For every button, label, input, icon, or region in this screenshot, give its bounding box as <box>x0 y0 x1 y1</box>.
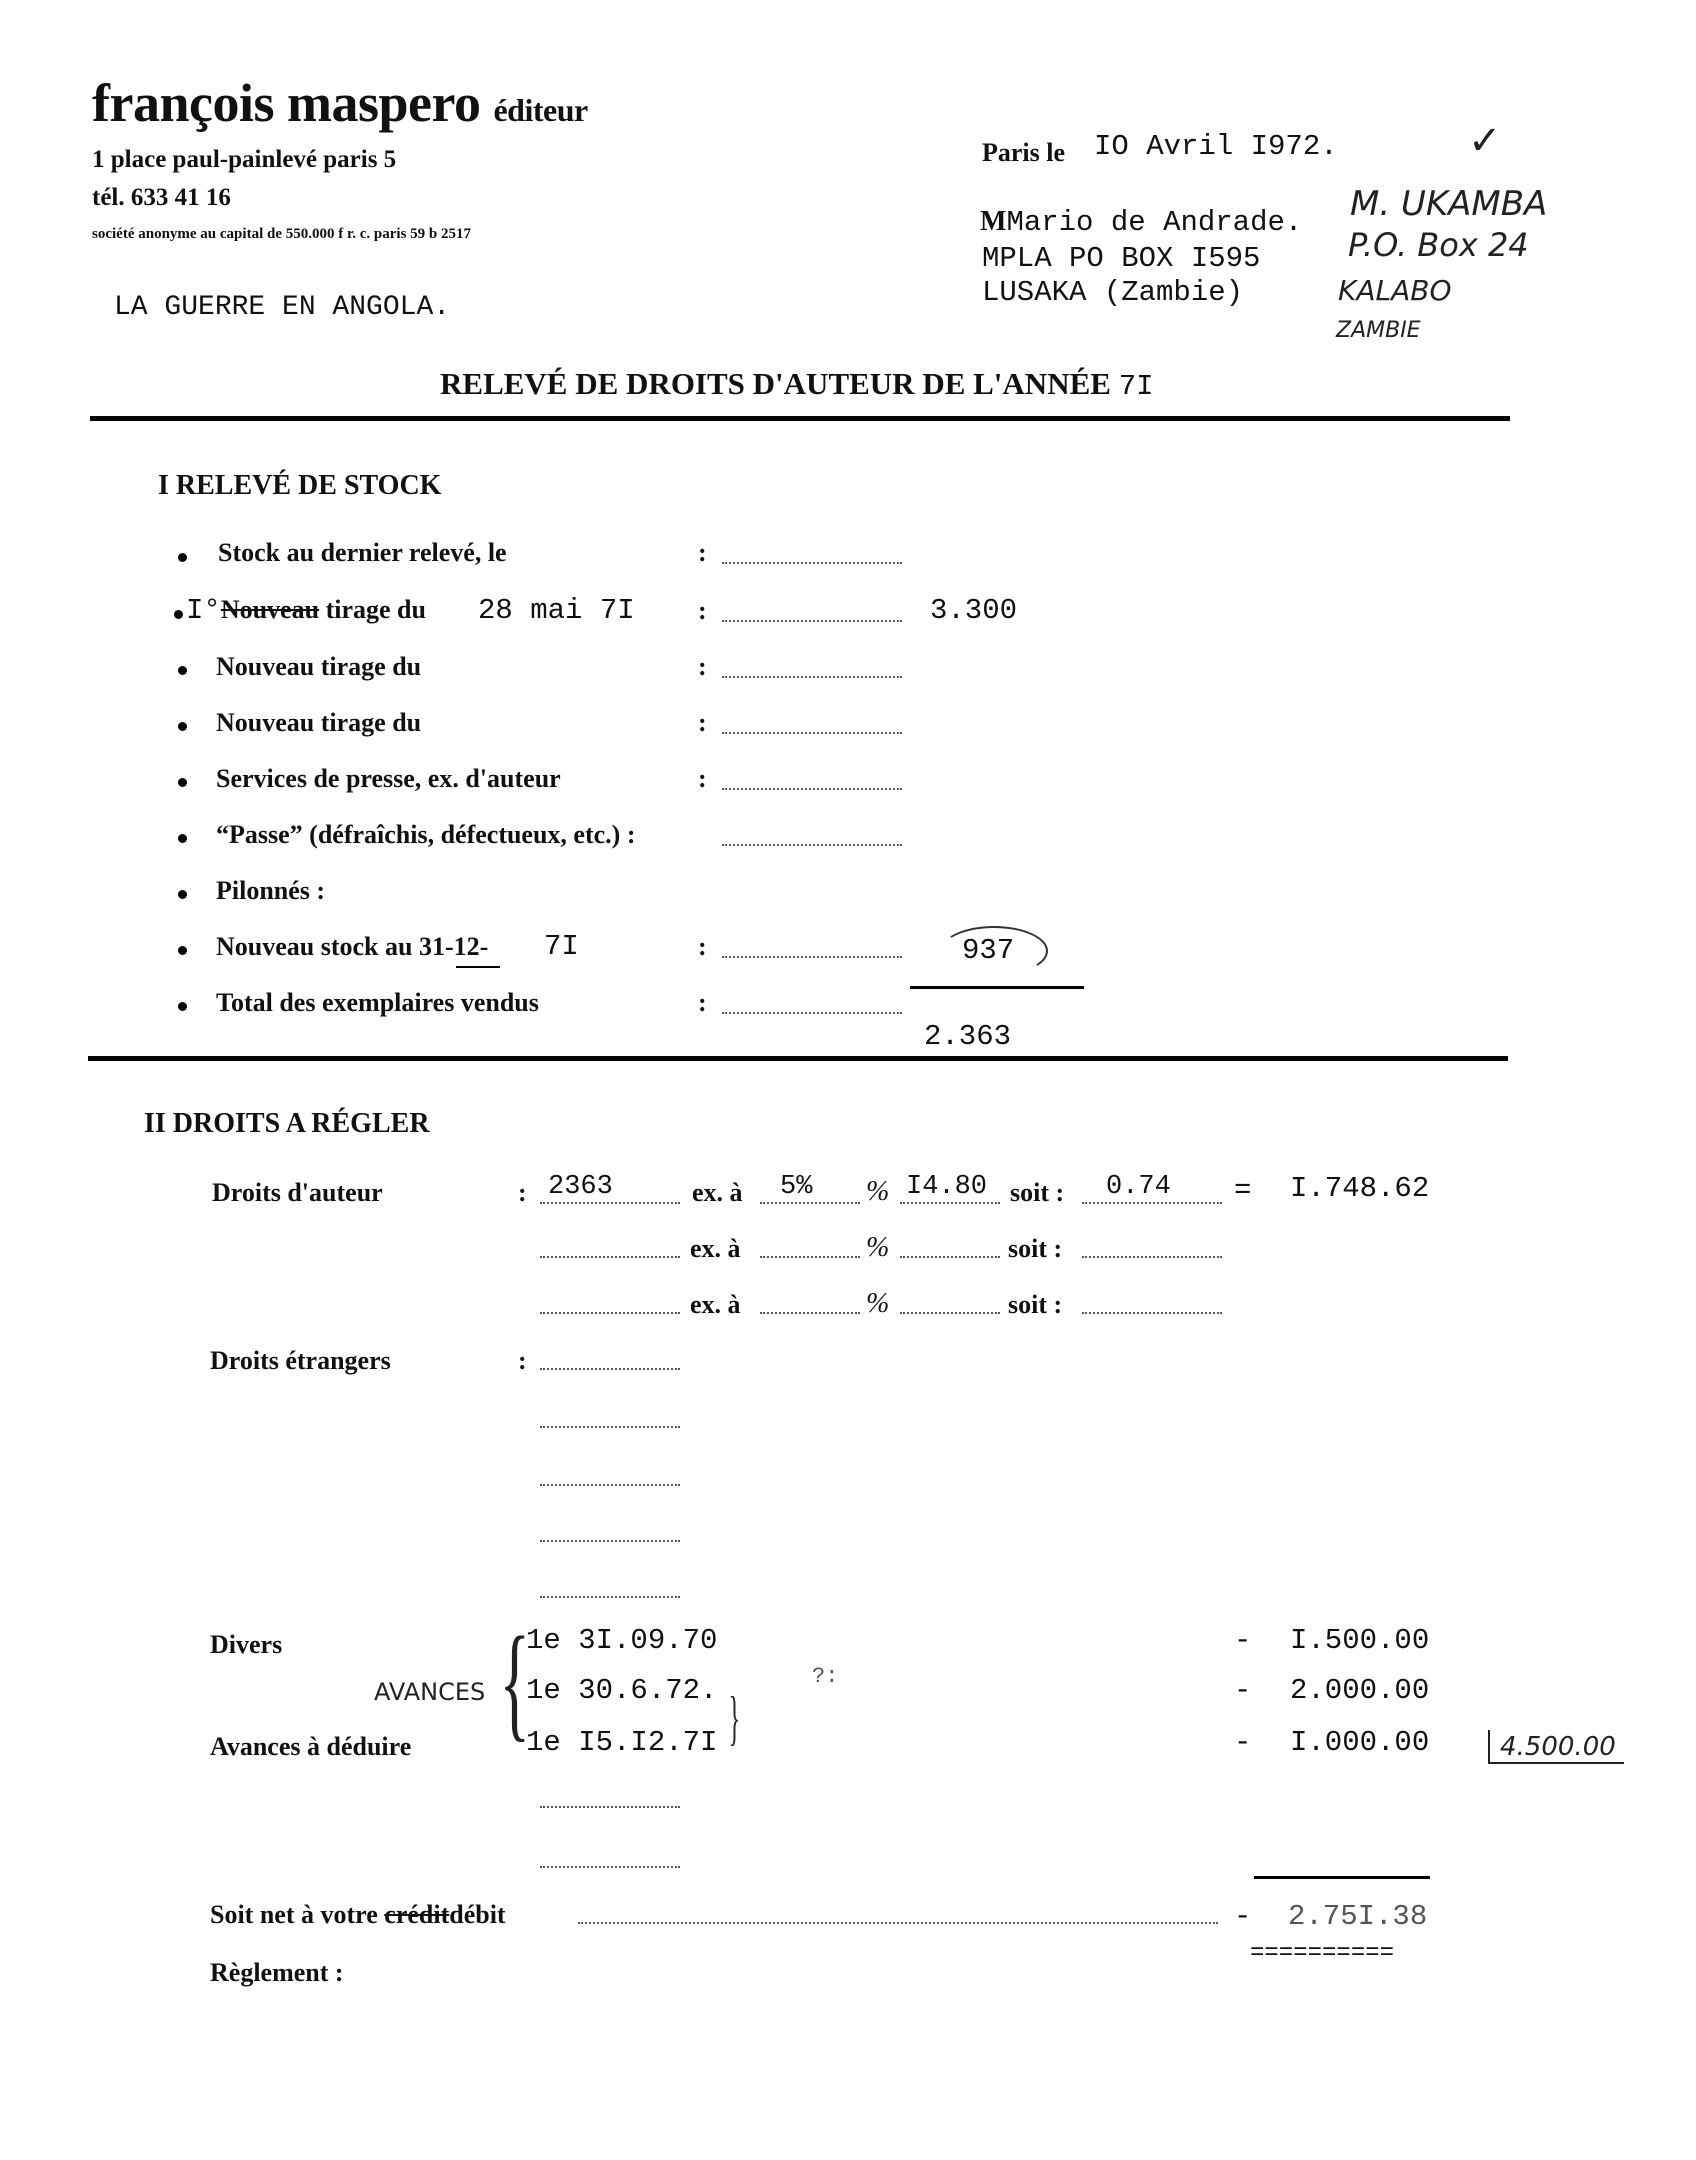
struck-nouveau: Nouveau <box>220 595 320 624</box>
divider-top <box>90 416 1510 421</box>
dotted-field <box>760 1202 860 1204</box>
stock-row-new-print-3: Nouveau tirage du <box>216 708 422 737</box>
net-sign: - <box>1234 1900 1252 1933</box>
book-title: LA GUERRE EN ANGOLA. <box>114 292 451 323</box>
dotted-field <box>540 1202 680 1204</box>
publisher-phone: tél. 633 41 16 <box>92 184 231 211</box>
rate-value: 5% <box>780 1172 813 1202</box>
publisher-suffix: éditeur <box>493 92 588 128</box>
dotted-field <box>722 676 902 678</box>
advance-3-sign: - <box>1234 1726 1252 1759</box>
colon: : <box>698 652 707 681</box>
percent-label: % <box>866 1232 890 1263</box>
dotted-field <box>900 1256 1000 1258</box>
colon: : <box>698 708 707 737</box>
handwritten-address-3: KALABO <box>1338 274 1452 307</box>
net-sum-rule <box>1254 1876 1430 1879</box>
statement-title-text: RELEVÉ DE DROITS D'AUTEUR DE L'ANNÉE <box>440 366 1111 401</box>
divider-middle <box>88 1056 1508 1061</box>
dotted-field <box>578 1922 1218 1924</box>
dotted-field <box>540 1540 680 1542</box>
bullet <box>178 890 187 899</box>
droits-auteur-label: Droits d'auteur <box>212 1178 383 1207</box>
handwritten-address-4: ZAMBIE <box>1336 318 1421 343</box>
stock-row-first-print <box>186 594 426 627</box>
stock-row-press-services: Services de presse, ex. d'auteur <box>216 764 561 793</box>
bullet <box>178 553 187 562</box>
dotted-field <box>540 1484 680 1486</box>
soit-label: soit : <box>1010 1178 1065 1207</box>
handwritten-address-1: M. UKAMBA <box>1350 184 1548 224</box>
colon: : <box>518 1178 527 1207</box>
rights-heading: II DROITS A RÉGLER <box>144 1108 430 1139</box>
net-label-end: débit <box>449 1900 506 1929</box>
total-sold-value: 2.363 <box>924 1020 1012 1053</box>
bullet <box>178 1002 187 1011</box>
ex-label: ex. à <box>692 1178 743 1207</box>
unit-value: 0.74 <box>1106 1172 1171 1202</box>
dotted-field <box>900 1202 1000 1204</box>
colon: : <box>698 988 707 1017</box>
net-label-text: Soit net à votre <box>210 1900 378 1929</box>
dotted-field <box>760 1312 860 1314</box>
advance-1-amount: I.500.00 <box>1290 1624 1430 1657</box>
recipient-name <box>980 206 1302 239</box>
new-stock-value: 937 <box>962 934 1015 967</box>
dotted-field <box>722 562 902 564</box>
copies-value: 2363 <box>548 1172 613 1202</box>
dotted-field <box>1082 1202 1222 1204</box>
new-stock-year: 7I <box>544 930 579 963</box>
advances-total-handwritten: 4.500.00 <box>1488 1730 1624 1764</box>
advance-3-amount: I.000.00 <box>1290 1726 1430 1759</box>
bullet <box>178 778 187 787</box>
dotted-field <box>722 732 902 734</box>
advance-1-sign: - <box>1234 1624 1252 1657</box>
droits-auteur-total: I.748.62 <box>1290 1172 1430 1205</box>
colon: : <box>518 1346 527 1375</box>
sum-rule <box>910 986 1084 989</box>
net-label <box>210 1900 506 1930</box>
percent-label: % <box>866 1288 890 1319</box>
recipient-line3: LUSAKA (Zambie) <box>982 276 1244 309</box>
advance-2-amount: 2.000.00 <box>1290 1674 1430 1707</box>
dotted-field <box>540 1806 680 1808</box>
net-double-underline: ========== <box>1250 1940 1395 1967</box>
passe-label: “Passe” (défraîchis, défectueux, etc.) <box>216 820 621 849</box>
place-label: Paris le <box>982 138 1066 167</box>
price-value: I4.80 <box>906 1172 988 1202</box>
bullet <box>178 722 187 731</box>
check-mark-icon: ✓ <box>1468 118 1502 164</box>
stock-row-pulped: Pilonnés : <box>216 876 326 905</box>
divers-label: Divers <box>210 1630 283 1659</box>
ex-label: ex. à <box>690 1290 741 1319</box>
ex-label: ex. à <box>690 1234 741 1263</box>
publisher-name-text: françois maspero <box>92 73 481 133</box>
dotted-field <box>722 620 902 622</box>
dotted-field <box>540 1866 680 1868</box>
first-print-date: 28 mai 7I <box>478 594 635 627</box>
handwritten-address-2: P.O. Box 24 <box>1348 226 1529 264</box>
advance-2-date: 1e 30.6.72. <box>526 1674 718 1707</box>
bullet <box>178 666 187 675</box>
dotted-field <box>1082 1256 1222 1258</box>
dotted-field <box>540 1368 680 1370</box>
soit-label: soit : <box>1008 1234 1063 1263</box>
first-print-value: 3.300 <box>930 594 1018 627</box>
net-amount: 2.75I.38 <box>1288 1900 1428 1933</box>
stock-heading: I RELEVÉ DE STOCK <box>158 470 442 501</box>
publisher-legal: société anonyme au capital de 550.000 f r. c. paris 59 b 2517 <box>92 226 472 242</box>
stock-row-new-print-2: Nouveau tirage du <box>216 652 422 681</box>
recipient-line2: MPLA PO BOX I595 <box>982 242 1261 275</box>
dotted-field <box>540 1312 680 1314</box>
reglement-label: Règlement : <box>210 1958 344 1987</box>
colon: : <box>698 596 707 625</box>
dotted-field <box>760 1256 860 1258</box>
underline-mark <box>456 966 500 968</box>
equals-sign: = <box>1234 1174 1252 1207</box>
first-print-prefix: I° <box>186 594 221 627</box>
advance-1-date: 1e 3I.09.70 <box>526 1624 718 1657</box>
recipient-name-text: Mario de Andrade. <box>1006 206 1303 239</box>
dotted-field <box>540 1426 680 1428</box>
droits-etrangers-label: Droits étrangers <box>210 1346 391 1375</box>
net-struck-credit: crédit <box>384 1900 450 1929</box>
stock-row-new-stock: Nouveau stock au 31-12- <box>216 932 489 961</box>
recipient-title: M <box>980 206 1007 237</box>
stock-row-total-sold: Total des exemplaires vendus <box>216 988 539 1017</box>
first-print-label: tirage du <box>325 595 426 624</box>
dotted-field <box>722 788 902 790</box>
soit-label: soit : <box>1008 1290 1063 1319</box>
bullet <box>178 834 187 843</box>
brace-right: } <box>728 1685 741 1751</box>
avances-handwritten: AVANCES <box>374 1678 486 1706</box>
dotted-field <box>1082 1312 1222 1314</box>
bullet <box>178 946 187 955</box>
percent-label: % <box>866 1176 890 1207</box>
dotted-field <box>722 956 902 958</box>
dotted-field <box>722 1012 902 1014</box>
stray-mark: ?: <box>812 1664 839 1689</box>
dotted-field <box>722 844 902 846</box>
statement-title <box>440 366 1154 403</box>
dotted-field <box>540 1256 680 1258</box>
advance-2-sign: - <box>1234 1674 1252 1707</box>
letter-date: IO Avril I972. <box>1094 130 1338 163</box>
bullet <box>174 610 183 619</box>
advance-3-date: 1e I5.I2.7I <box>526 1726 718 1759</box>
stock-row-passe: “Passe” (défraîchis, défectueux, etc.) : <box>216 820 636 849</box>
dotted-field <box>900 1312 1000 1314</box>
avances-label: Avances à déduire <box>210 1732 412 1761</box>
brace-left: { <box>499 1611 531 1753</box>
colon: : <box>698 932 707 961</box>
publisher-name <box>92 72 588 134</box>
colon: : <box>698 764 707 793</box>
statement-year: 7I <box>1118 370 1154 403</box>
colon: : <box>698 538 707 567</box>
publisher-address: 1 place paul-painlevé paris 5 <box>92 146 397 173</box>
dotted-field <box>540 1596 680 1598</box>
stock-row-last-statement: Stock au dernier relevé, le <box>218 538 507 567</box>
